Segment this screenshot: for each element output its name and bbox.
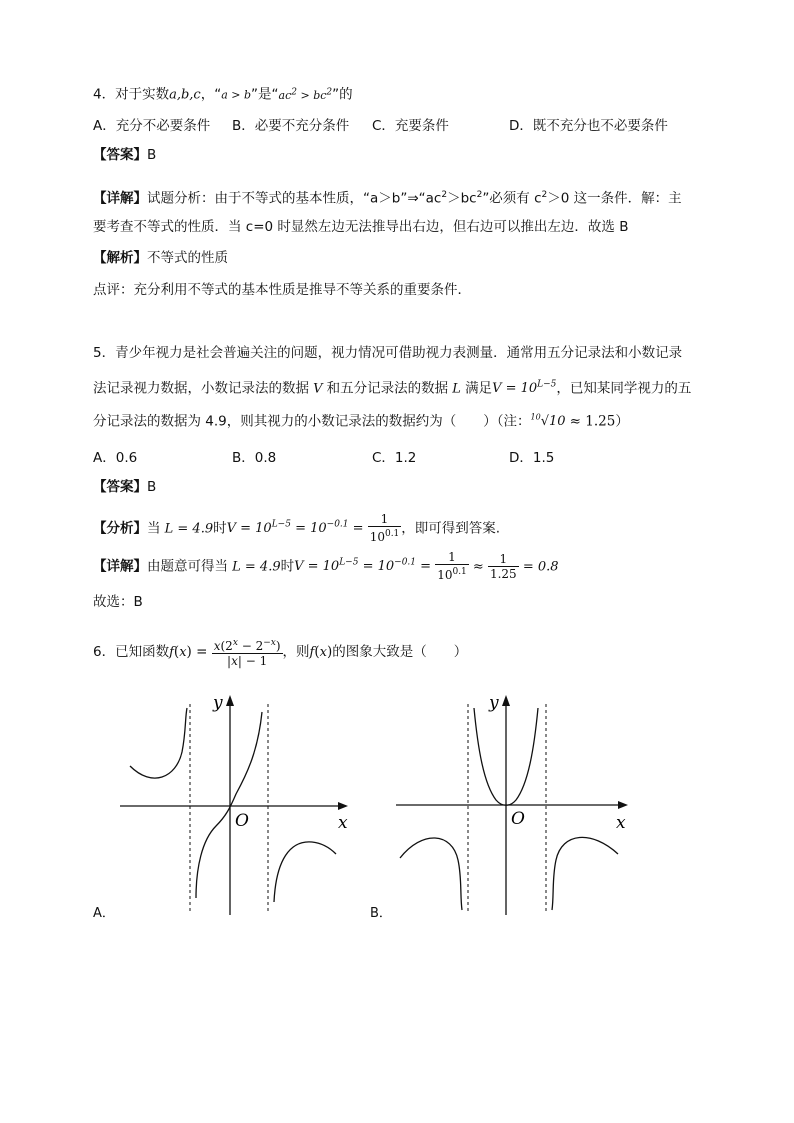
curve-right-branch [552, 837, 618, 910]
q5-option-a: A．0.6 [93, 450, 138, 466]
q5-line2: 法记录视力数据，小数记录法的数据 V 和五分记录法的数据 L 满足$V = 10^{L-5}$，已知某同学视力的五 [93, 380, 692, 397]
y-axis-arrow [226, 695, 234, 706]
y-axis-label: y [213, 693, 223, 713]
curve-middle-branch [196, 712, 262, 898]
q5-detail: 【详解】由题意可得当 L = 4.9时$V = 10^{L-5} = 10^{-0.1}$ = $\frac{1}{10^{0.1}}$ ≈ $\frac{1}{1.25}$ = 0.8 [93, 550, 559, 583]
q4-option-a: A．充分不必要条件 [93, 118, 211, 134]
q4-stem: 4．对于实数a,b,c，“a > b”是“$ac^2 > bc^2$”的 [93, 86, 353, 103]
y-axis-arrow [502, 695, 510, 706]
q6-stem: 6．已知函数f(x) = $\frac{x(2^x - 2^{-x})}{|x| - 1}$ ，则f(x)的图象大致是（ ） [93, 638, 468, 668]
q5-option-b: B．0.8 [232, 450, 277, 466]
graph-a-label: A． [93, 906, 115, 921]
q4-answer: 【答案】B [93, 147, 157, 163]
q5-option-d: D．1.5 [509, 450, 555, 466]
x-axis-label: x [616, 813, 626, 833]
origin-label: O [511, 809, 525, 829]
q4-detail-line2: 要考查不等式的性质．当 c=0 时显然左边无法推导出右边，但右边可以推出左边．故选 B [93, 219, 629, 235]
graph-a [112, 690, 358, 920]
graph-b [392, 690, 638, 920]
q5-conclusion: 故选：B [93, 594, 143, 610]
q4-option-c: C．充要条件 [372, 118, 449, 134]
fraction: $\frac{1}{10^{0.1}}$ [369, 512, 400, 545]
curve-left-branch [130, 708, 187, 778]
q5-line1: 5．青少年视力是社会普遍关注的问题，视力情况可借助视力表测量．通常用五分记录法和小数记录 [93, 345, 683, 361]
curve-right-branch [274, 842, 336, 902]
q4-detail-line1: 【详解】试题分析：由于不等式的基本性质，“$a>b”\Rightarrow“ac^2>bc^2$”必须有 $c^2>0$ 这一条件．解：主 [93, 190, 682, 207]
curve-left-branch [400, 838, 462, 910]
x-axis-arrow [338, 802, 348, 810]
q5-analysis: 【分析】当 L = 4.9时$V = 10^{L-5} = 10^{-0.1}$ = $\frac{1}{10^{0.1}}$ ，即可得到答案. [93, 512, 501, 545]
x-axis-arrow [618, 801, 628, 809]
q4-option-d: D．既不充分也不必要条件 [509, 118, 668, 134]
origin-label: O [235, 811, 249, 831]
graph-b-label: B． [370, 906, 392, 921]
q4-comment: 点评：充分利用不等式的基本性质是推导不等关系的重要条件． [93, 282, 471, 298]
x-axis-label: x [338, 813, 348, 833]
y-axis-label: y [489, 693, 499, 713]
q5-line3: 分记录法的数据为 4.9，则其视力的小数记录法的数据约为（ ）（注：$^{10}$√10 ≈ 1.25） [93, 413, 629, 430]
q5-option-c: C．1.2 [372, 450, 417, 466]
q4-option-b: B．必要不充分条件 [232, 118, 350, 134]
q5-answer: 【答案】B [93, 479, 157, 495]
q4-analysis: 【解析】不等式的性质 [93, 250, 228, 266]
